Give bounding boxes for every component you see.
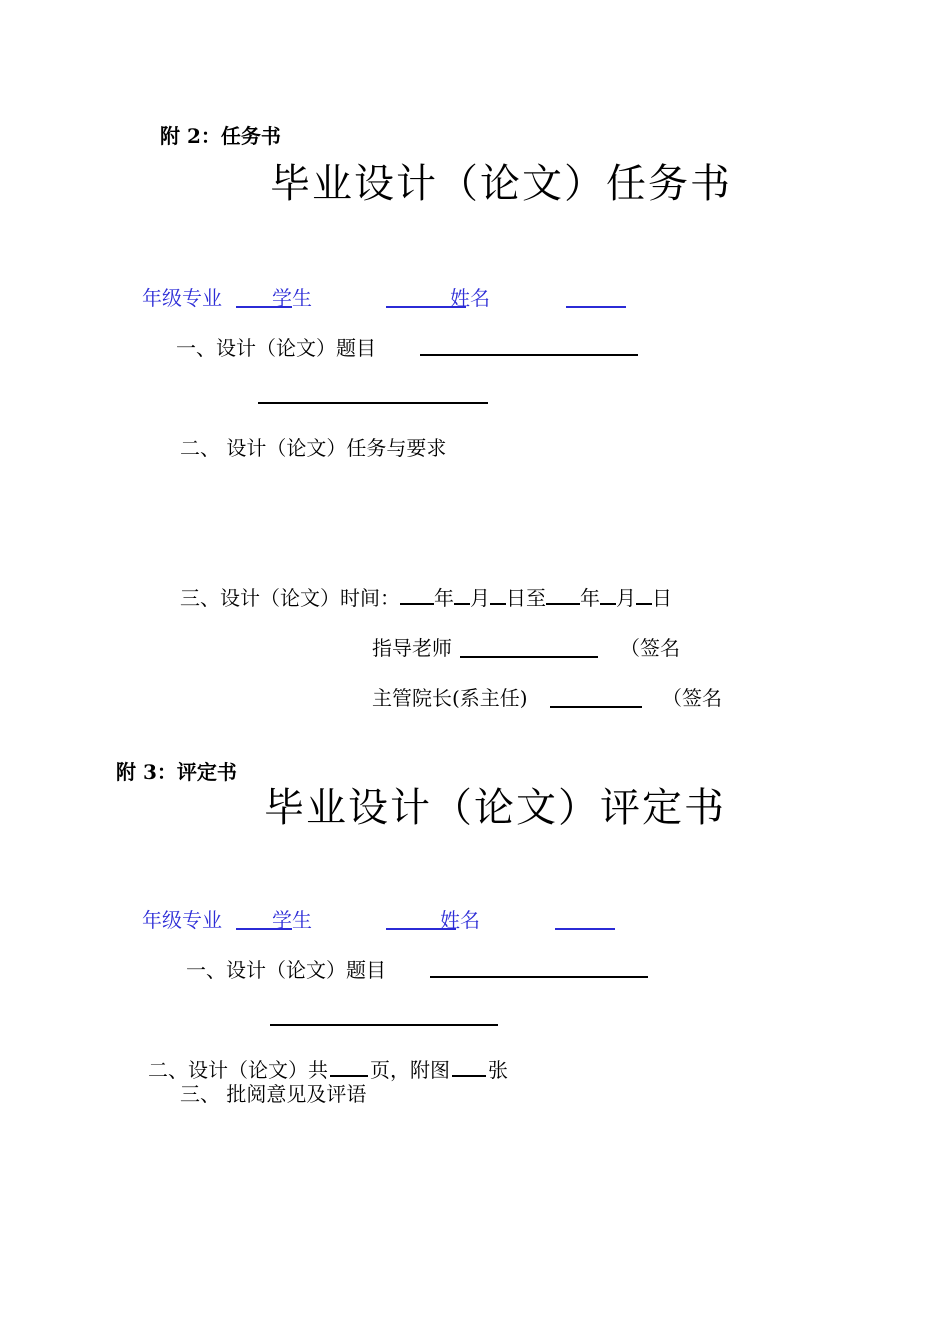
dean-signature-blank[interactable] [550, 706, 642, 708]
figure-count-blank[interactable] [452, 1059, 486, 1077]
task-title-blank-2[interactable] [258, 402, 488, 404]
review-item-2-row [148, 1058, 508, 1082]
end-year-label: 年 [580, 586, 600, 610]
end-day-label: 日 [652, 586, 672, 610]
student-id-label: 学生 [272, 286, 312, 310]
dean-label: 主管院长(系主任) [372, 686, 528, 710]
name-label: 姓名 [440, 908, 480, 932]
start-month-blank[interactable] [454, 587, 470, 605]
student-id-label: 学生 [272, 908, 312, 932]
appendix-2-title: 毕业设计（论文）任务书 [270, 161, 732, 207]
start-year-label: 年 [434, 586, 454, 610]
appendix-3-label: 附 3：评定书 [116, 760, 237, 784]
review-pages-label: 页，附图 [370, 1058, 450, 1082]
name-blank[interactable] [566, 306, 626, 308]
start-day-blank[interactable] [490, 587, 506, 605]
page-count-blank[interactable] [330, 1059, 368, 1077]
start-year-blank[interactable] [400, 587, 434, 605]
review-title-blank-2[interactable] [270, 1024, 498, 1026]
appendix-2-label: 附 2：任务书 [160, 124, 281, 148]
task-item-2-label: 二、 设计（论文）任务与要求 [180, 436, 447, 460]
advisor-label: 指导老师 [372, 636, 452, 660]
task-title-blank-1[interactable] [420, 354, 638, 356]
task-item-3-row [180, 586, 672, 610]
end-day-blank[interactable] [636, 587, 652, 605]
appendix-3-title: 毕业设计（论文）评定书 [264, 785, 726, 831]
advisor-signature-blank[interactable] [460, 656, 598, 658]
start-day-label: 日至 [506, 586, 546, 610]
end-month-label: 月 [616, 586, 636, 610]
review-item-1-label: 一、设计（论文）题目 [186, 958, 386, 982]
review-item-3-label: 三、 批阅意见及评语 [180, 1082, 367, 1106]
grade-major-label: 年级专业 [142, 286, 222, 310]
end-year-blank[interactable] [546, 587, 580, 605]
review-title-blank-1[interactable] [430, 976, 648, 978]
grade-major-label: 年级专业 [142, 908, 222, 932]
dean-sign-note: （签名 [662, 686, 722, 710]
advisor-sign-note: （签名 [620, 636, 680, 660]
review-sheets-label: 张 [488, 1058, 508, 1082]
end-month-blank[interactable] [600, 587, 616, 605]
review-pages-prefix: 二、设计（论文）共 [148, 1058, 328, 1082]
start-month-label: 月 [470, 586, 490, 610]
name-label: 姓名 [450, 286, 490, 310]
name-blank[interactable] [555, 928, 615, 930]
task-time-prefix: 三、设计（论文）时间： [180, 586, 400, 610]
task-item-1-label: 一、设计（论文）题目 [176, 336, 376, 360]
